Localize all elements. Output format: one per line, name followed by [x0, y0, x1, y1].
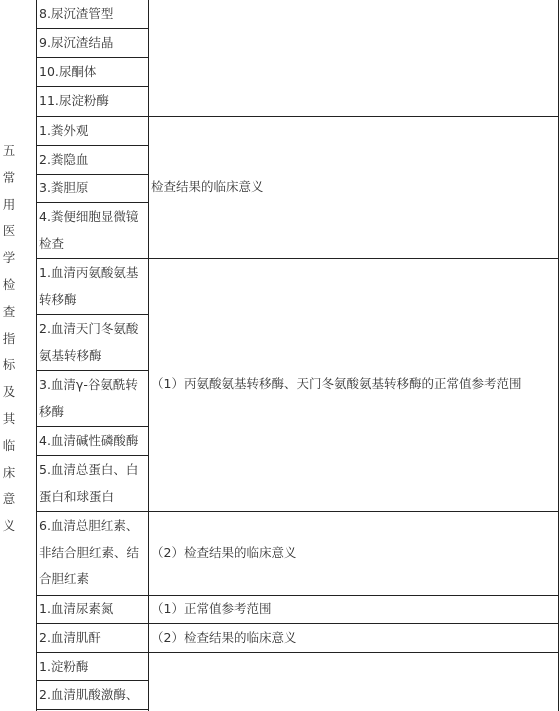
section-title-char: 其 — [2, 410, 16, 426]
table-cell-item: 2.粪隐血 — [39, 152, 89, 167]
table-cell-item: 1.粪外观 — [39, 123, 89, 138]
grid-line — [36, 116, 559, 117]
section-title-char: 临 — [2, 437, 16, 453]
table-cell-item: 2.血清肌酸激酶、 — [39, 687, 139, 702]
grid-line — [36, 652, 559, 653]
table-cell-description: （1）丙氨酸氨基转移酶、天门冬氨酸氨基转移酶的正常值参考范围 — [151, 376, 522, 391]
section-title-char: 查 — [2, 303, 16, 319]
section-title-char: 标 — [2, 357, 16, 373]
table-cell-description: （2）检查结果的临床意义 — [151, 545, 297, 560]
table-cell-item: 6.血清总胆红素、 — [39, 518, 139, 533]
table-cell-item: 1.血清丙氨酸氨基 — [39, 265, 139, 280]
section-title-vertical — [0, 138, 18, 540]
grid-line — [148, 0, 149, 711]
grid-line — [36, 709, 149, 710]
section-title-char: 义 — [2, 518, 16, 534]
section-title-char: 常 — [2, 169, 16, 185]
table-cell-item: 10.尿酮体 — [39, 64, 97, 79]
table-cell-item: 非结合胆红素、结 — [39, 545, 140, 560]
table-cell-item: 4.血清碱性磷酸酶 — [39, 433, 139, 448]
table-cell-item: 1.淀粉酶 — [39, 659, 89, 674]
table-cell-item: 转移酶 — [39, 292, 77, 307]
table-cell-item: 9.尿沉渣结晶 — [39, 35, 114, 50]
table-cell-item: 蛋白和球蛋白 — [39, 489, 115, 504]
table-cell-item: 5.血清总蛋白、白 — [39, 462, 139, 477]
table-cell-description: （1）正常值参考范围 — [151, 601, 272, 616]
table-cell-item: 合胆红素 — [39, 571, 90, 586]
table-cell-item: 4.粪便细胞显微镜 — [39, 209, 139, 224]
grid-line — [558, 0, 559, 711]
table-cell-item: 11.尿淀粉酶 — [39, 93, 109, 108]
table-cell-item: 3.粪胆原 — [39, 180, 89, 195]
section-title-char: 及 — [2, 384, 16, 400]
table-cell-item: 2.血清天门冬氨酸 — [39, 321, 139, 336]
section-title-char: 用 — [2, 196, 16, 212]
table-cell-description: （2）检查结果的临床意义 — [151, 630, 297, 645]
grid-line — [36, 623, 559, 624]
grid-line — [36, 595, 559, 596]
table-cell-item: 氨基转移酶 — [39, 348, 102, 363]
section-title-char: 医 — [2, 223, 16, 239]
table-cell-item: 3.血清γ-谷氨酰转 — [39, 377, 138, 392]
section-title-char: 意 — [2, 491, 16, 507]
table-cell-item: 检查 — [39, 236, 65, 251]
section-title-char: 指 — [2, 330, 16, 346]
section-title-char: 检 — [2, 276, 16, 292]
table-cell-item: 2.血清肌酐 — [39, 630, 101, 645]
section-title-char: 床 — [2, 464, 16, 480]
table-cell-item: 8.尿沉渣管型 — [39, 6, 114, 21]
section-title-char: 学 — [2, 250, 16, 266]
grid-line — [36, 0, 37, 711]
section-title-char: 五 — [2, 143, 16, 158]
table-cell-description: 检查结果的临床意义 — [151, 179, 264, 194]
table-cell-item: 1.血清尿素氮 — [39, 601, 114, 616]
table-cell-item: 移酶 — [39, 404, 65, 419]
